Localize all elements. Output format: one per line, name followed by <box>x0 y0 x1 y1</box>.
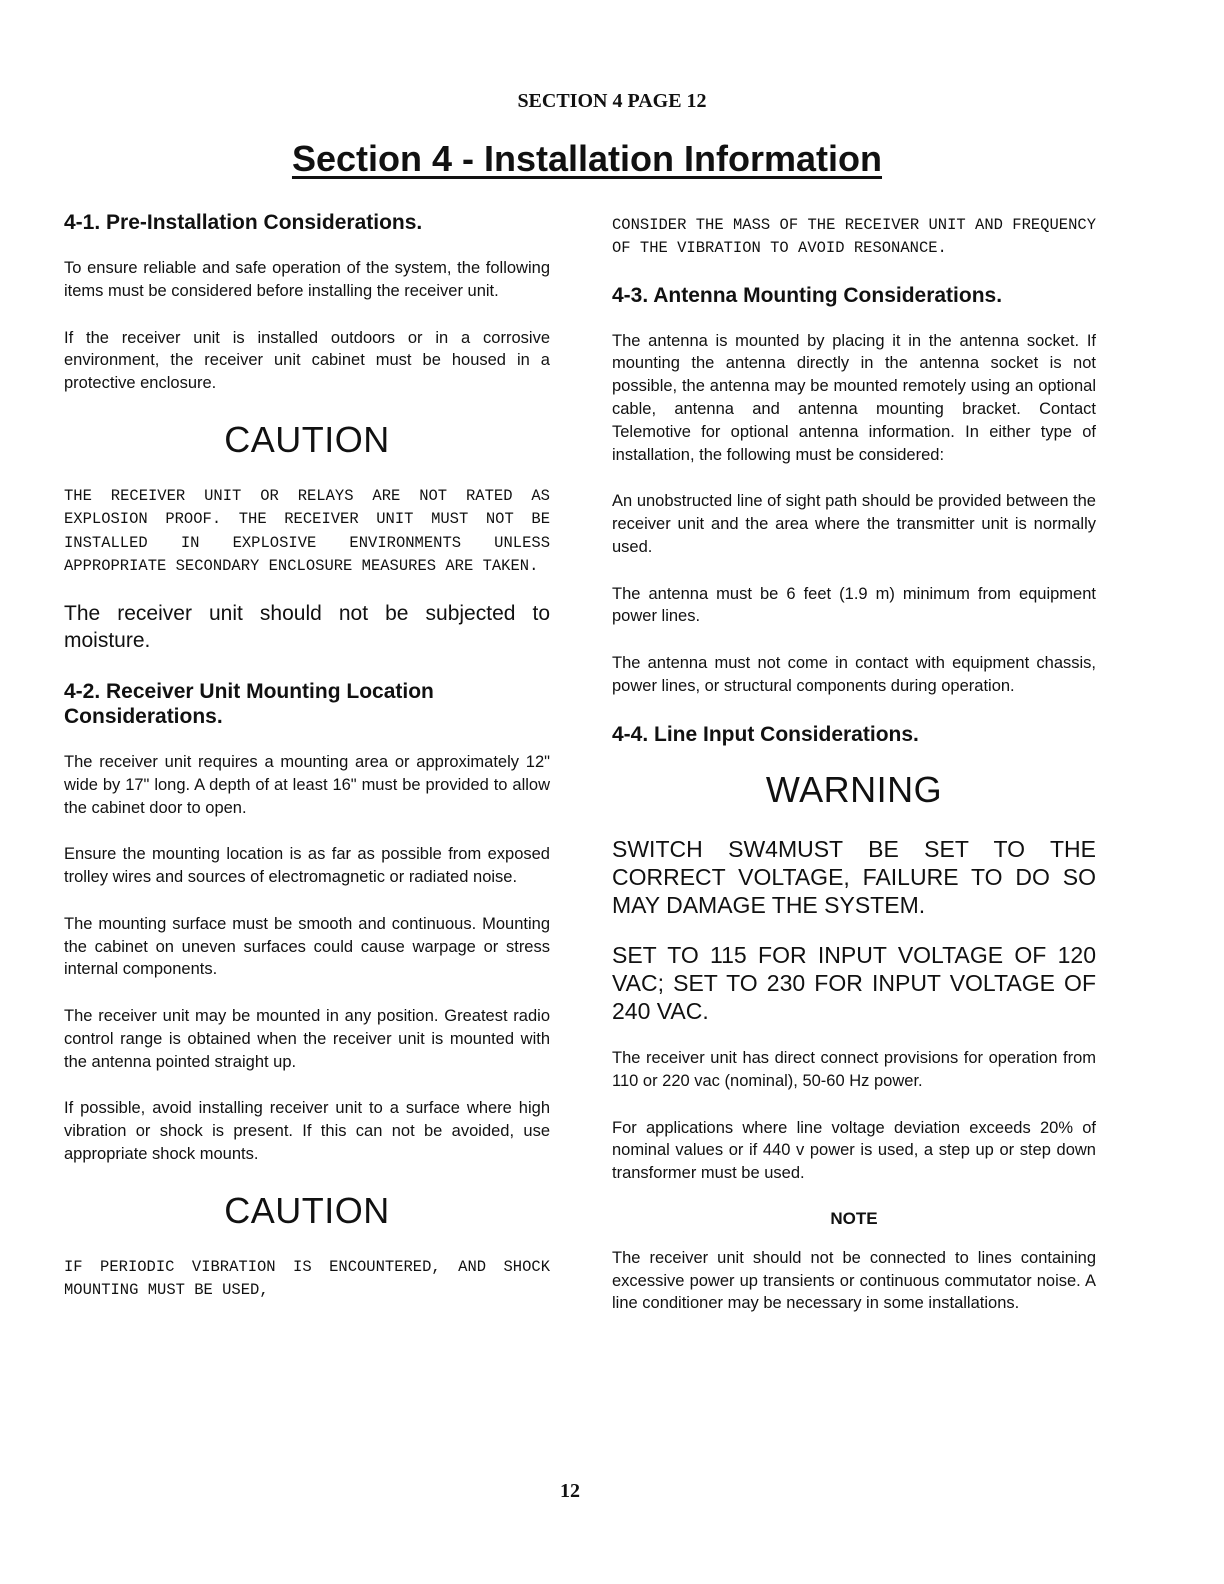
section-4-2-paragraph-5: If possible, avoid installing receiver unit to a surface where high vibration or shock is present. If this can not be avoided, use appropriate shock mounts. <box>64 1099 550 1163</box>
section-4-3-paragraph-3: The antenna must be 6 feet (1.9 m) minimum from equipment power lines. <box>612 584 1096 626</box>
caution-text-2: IF PERIODIC VIBRATION IS ENCOUNTERED, AND SHOCK MOUNTING MUST BE USED, <box>64 1257 550 1299</box>
section-4-2-heading: 4-2. Receiver Unit Mounting Location Considerations. <box>64 679 434 728</box>
page-title <box>0 138 1174 180</box>
section-4-2-paragraph-2: Ensure the mounting location is as far as possible from exposed trolley wires and sources of electromagnetic or radiated noise. <box>64 845 550 887</box>
caution-heading-1: CAUTION <box>224 419 390 461</box>
section-4-3-paragraph-1: The antenna is mounted by placing it in the antenna socket. If mounting the antenna directly in the antenna socket is not possible, the antenna may be mounted remotely using an optional cable, antenna and antenna mounting bracket. Contact Telemotive for optional antenna information. In either type of installation, the following must be considered: <box>612 331 1096 464</box>
caution-text-1: THE RECEIVER UNIT OR RELAYS ARE NOT RATED AS EXPLOSION PROOF. THE RECEIVER UNIT MUST NOT BE INSTALLED IN EXPLOSIVE ENVIRONMENTS UNLESS APPROPRIATE SECONDARY ENCLOSURE MEASURES ARE TAKEN. <box>64 487 550 575</box>
caution-heading-2: CAUTION <box>224 1189 390 1231</box>
warning-heading: WARNING <box>765 768 943 810</box>
caution-text-2-continued: CONSIDER THE MASS OF THE RECEIVER UNIT AND FREQUENCY OF THE VIBRATION TO AVOID RESONANCE. <box>612 216 1096 258</box>
note-label: NOTE <box>830 1208 878 1228</box>
section-4-4-paragraph-2: For applications where line voltage deviation exceeds 20% of nominal values or if 440 v power is used, a step up or step down transformer must be used. <box>612 1118 1096 1183</box>
section-4-4-heading: 4-4. Line Input Considerations. <box>612 722 919 746</box>
moisture-text: The receiver unit should not be subjected to moisture. <box>64 602 550 653</box>
page-header: SECTION 4 PAGE 12 <box>517 90 707 112</box>
section-4-4-paragraph-1: The receiver unit has direct connect provisions for operation from 110 or 220 vac (nominal), 50-60 Hz power. <box>612 1049 1096 1090</box>
section-4-3-heading: 4-3. Antenna Mounting Considerations. <box>612 283 1003 307</box>
section-4-1-heading: 4-1. Pre-Installation Considerations. <box>64 211 423 234</box>
section-4-1-paragraph-1: To ensure reliable and safe operation of the system, the following items must be considered before installing the receiver unit. <box>64 259 550 300</box>
section-4-3-paragraph-4: The antenna must not come in contact with equipment chassis, power lines, or structural components during operation. <box>612 654 1096 695</box>
page-title-text: Section 4 - Installation Information <box>291 138 883 179</box>
section-4-3-paragraph-2: An unobstructed line of sight path should be provided between the receiver unit and the area where the transmitter unit is normally used. <box>612 492 1096 556</box>
warning-text-1: SWITCH SW4MUST BE SET TO THE CORRECT VOLTAGE, FAILURE TO DO SO MAY DAMAGE THE SYSTEM. <box>612 835 1096 918</box>
section-4-1-paragraph-2: If the receiver unit is installed outdoors or in a corrosive environment, the receiver unit cabinet must be housed in a protective enclosure. <box>64 328 550 393</box>
right-column <box>612 214 1096 1339</box>
page-number: 12 <box>560 1480 580 1502</box>
section-4-2-paragraph-4: The receiver unit may be mounted in any position. Greatest radio control range is obtained when the receiver unit is mounted with the antenna pointed straight up. <box>64 1007 550 1071</box>
left-column <box>64 210 550 1324</box>
warning-text-2: SET TO 115 FOR INPUT VOLTAGE OF 120 VAC; SET TO 230 FOR INPUT VOLTAGE OF 240 VAC. <box>612 941 1096 1025</box>
section-4-2-paragraph-1: The receiver unit requires a mounting area or approximately 12" wide by 17" long. A depth of at least 16" must be provided to allow the cabinet door to open. <box>64 752 550 817</box>
note-text: The receiver unit should not be connected to lines containing excessive power up transients or continuous commutator noise. A line conditioner may be necessary in some installations. <box>612 1248 1096 1313</box>
section-4-2-paragraph-3: The mounting surface must be smooth and continuous. Mounting the cabinet on uneven surfaces could cause warpage or stress internal components. <box>64 914 550 979</box>
